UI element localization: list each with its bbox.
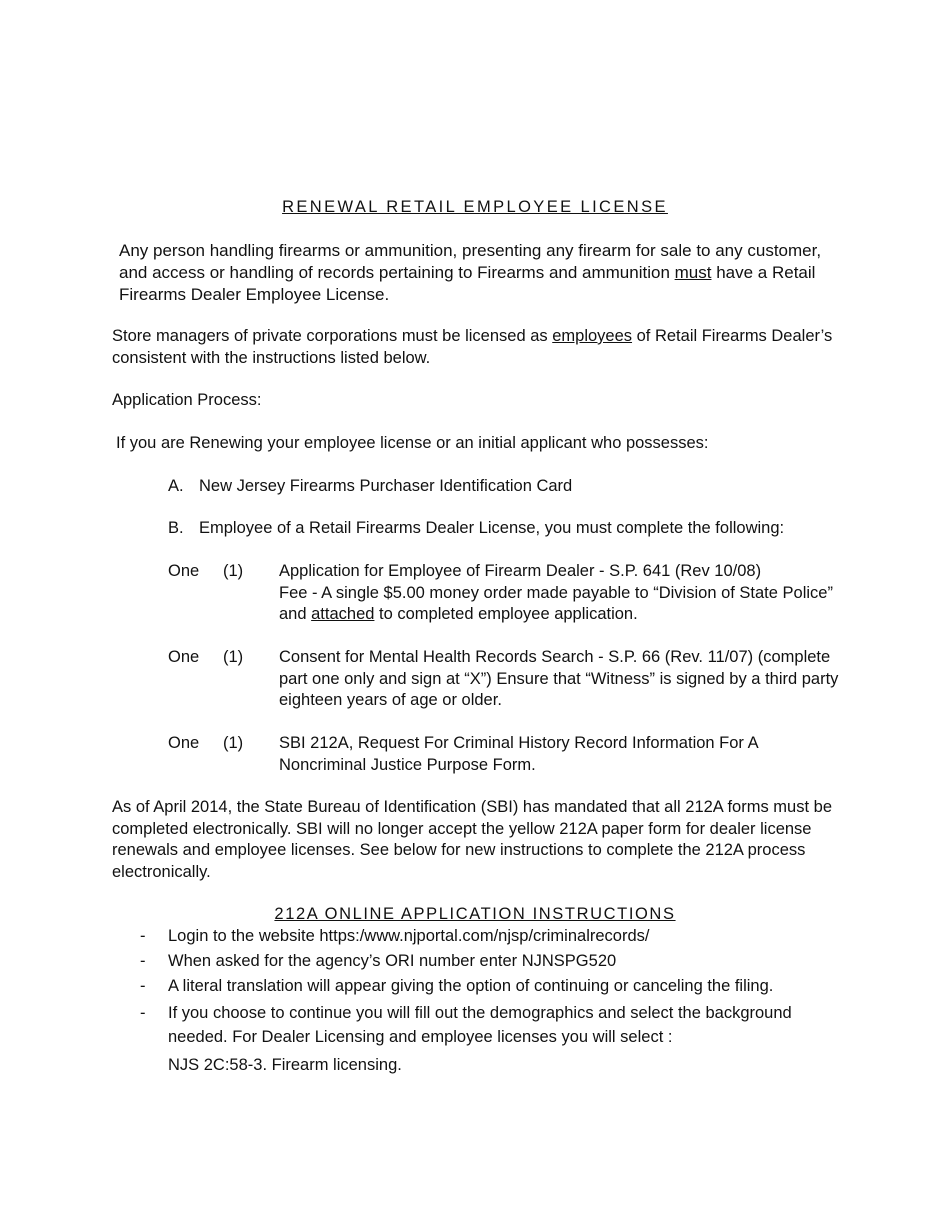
managers-text-before: Store managers of private corporations must be licensed as [112, 327, 553, 345]
list-item [140, 1001, 840, 1049]
bullet-dash: - [140, 977, 146, 995]
option-b [168, 518, 868, 540]
managers-paragraph [112, 326, 842, 369]
list-item-text: When asked for the agency’s ORI number enter NJNSPG520 [168, 952, 617, 970]
requirement-description: Consent for Mental Health Records Search - S.P. 66 (Rev. 11/07) (complete part one only and sign at “X”) Ensure that “Witness” is signed by a third party eighteen years of age or older. [279, 648, 839, 709]
online-instructions-heading: 212A ONLINE APPLICATION INSTRUCTIONS [274, 905, 676, 923]
list-item [140, 926, 840, 948]
intro-paragraph [119, 240, 849, 306]
managers-text-after: of Retail Firearms Dealer’s consistent with the instructions listed below. [112, 327, 833, 367]
list-item-text: Login to the website https:/www.njportal.com/njsp/criminalrecords/ [168, 927, 650, 945]
statute-line [140, 1053, 840, 1077]
option-a [168, 476, 868, 498]
list-item [140, 951, 840, 973]
option-text: New Jersey Firearms Purchaser Identification Card [199, 477, 573, 495]
intro-text-after: have a Retail Firearms Dealer Employee License. [119, 263, 816, 304]
online-steps-list [140, 926, 840, 1080]
requirement-quantity: One [168, 648, 200, 666]
requirement-line: Application for Employee of Firearm Dealer - S.P. 641 (Rev 10/08) [279, 562, 762, 580]
requirement-description [279, 561, 849, 626]
option-letter: A. [168, 477, 184, 495]
fee-text-after: to completed employee application. [374, 605, 638, 623]
managers-emphasis: employees [552, 327, 633, 345]
bullet-dash: - [140, 952, 146, 970]
fee-text-before: Fee - A single $5.00 money order made payable to “Division of State Police” and [279, 583, 833, 623]
renewing-text: If you are Renewing your employee license or an initial applicant who possesses: [116, 434, 709, 452]
intro-emphasis: must [674, 263, 712, 282]
bullet-dash: - [140, 927, 146, 945]
list-item [140, 976, 840, 998]
requirement-quantity: One [168, 562, 200, 580]
list-item-text: If you choose to continue you will fill out the demographics and select the background needed. For Dealer Licensing and employee licenses you will select : [168, 1004, 792, 1046]
requirement-quantity: One [168, 734, 200, 752]
requirement-description: SBI 212A, Request For Criminal History Record Information For A Noncriminal Justice Purpose Form. [279, 734, 758, 774]
fee-emphasis: attached [311, 605, 375, 623]
option-text: Employee of a Retail Firearms Dealer License, you must complete the following: [199, 519, 785, 537]
intro-text-before: Any person handling firearms or ammunition, presenting any firearm for sale to any customer, and access or handling of records pertaining to Firearms and ammunition [119, 241, 822, 282]
option-letter: B. [168, 519, 184, 537]
sbi-notice: As of April 2014, the State Bureau of Identification (SBI) has mandated that all 212A forms must be completed electronically. SBI will no longer accept the yellow 212A paper form for dealer license renewals and employee licenses. See below for new instructions to complete the 212A process electronically. [112, 798, 832, 881]
bullet-dash: - [140, 1004, 146, 1022]
requirement-fee-line [279, 583, 849, 626]
list-item-text: A literal translation will appear giving the option of continuing or canceling the filing. [168, 977, 774, 995]
requirement-count: (1) [223, 734, 244, 752]
requirement-count: (1) [223, 648, 244, 666]
requirement-count: (1) [223, 562, 244, 580]
process-heading: Application Process: [112, 391, 262, 409]
page-title: RENEWAL RETAIL EMPLOYEE LICENSE [282, 198, 668, 216]
statute-text: NJS 2C:58-3. Firearm licensing. [168, 1055, 402, 1074]
